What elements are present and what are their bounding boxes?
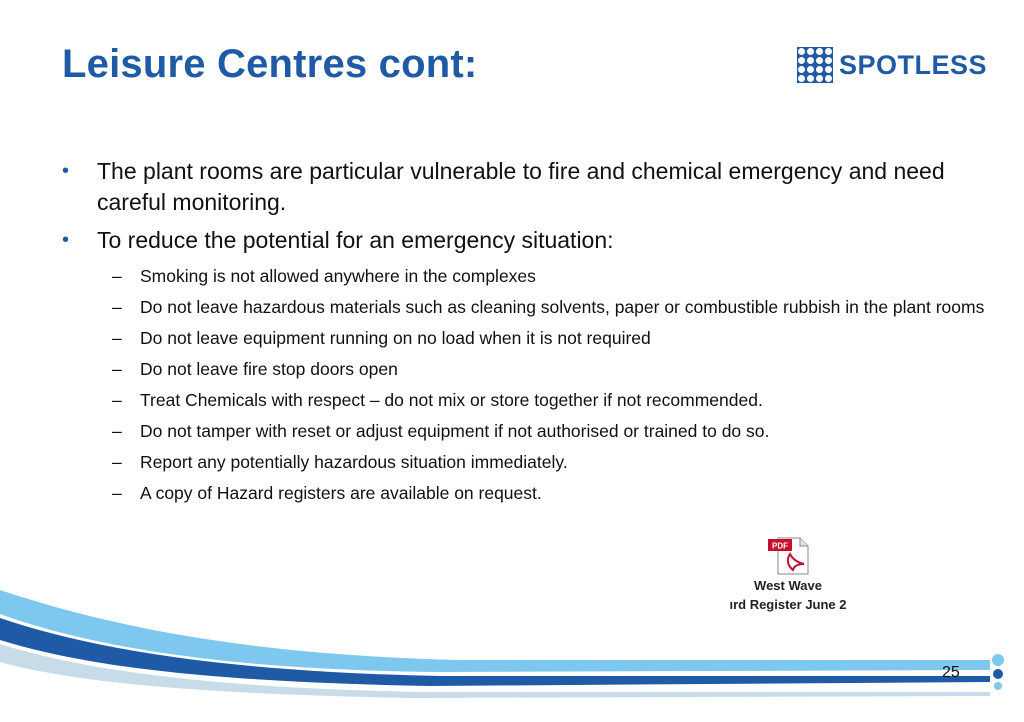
pdf-caption-line1[interactable]: West Wave: [754, 578, 822, 593]
bullet-marker: •: [62, 229, 70, 251]
footer-wave-decoration: [0, 590, 1024, 722]
sub-bullet-marker: –: [112, 452, 122, 472]
sub-bullet-marker: –: [112, 359, 122, 379]
sub-bullet-item: [62, 418, 992, 444]
page-number: 25: [942, 664, 960, 681]
footer-dot-icon: [992, 654, 1004, 666]
sub-bullet-item: [62, 449, 992, 475]
bullet-item: [62, 156, 992, 218]
sub-bullet-item: [62, 356, 992, 382]
bullet-text: The plant rooms are particular vulnerable to fire and chemical emergency and need careful monitoring.: [97, 158, 945, 215]
footer-dot-icon: [994, 682, 1002, 690]
logo-text: SPOTLESS: [839, 49, 988, 80]
bullet-marker: •: [62, 160, 70, 182]
logo-grid-icon: [797, 47, 833, 83]
slide-title: Leisure Centres cont:: [62, 42, 478, 86]
sub-bullet-text: A copy of Hazard registers are available on request.: [140, 483, 542, 503]
sub-bullet-marker: –: [112, 266, 122, 286]
sub-bullet-marker: –: [112, 328, 122, 348]
sub-bullet-marker: –: [112, 297, 122, 317]
slide-body: [62, 156, 992, 511]
spotless-logo: [797, 47, 987, 83]
sub-bullet-marker: –: [112, 421, 122, 441]
pdf-caption-line2[interactable]: ırd Register June 2: [729, 597, 847, 612]
sub-bullet-text: Treat Chemicals with respect – do not mix or store together if not recommended.: [140, 390, 763, 410]
sub-bullet-text: Do not leave hazardous materials such as cleaning solvents, paper or combustible rubbish in the plant rooms: [140, 297, 985, 317]
sub-bullet-text: Report any potentially hazardous situation immediately.: [140, 452, 568, 472]
sub-bullet-item: [62, 294, 992, 320]
pdf-file-icon[interactable]: [766, 536, 810, 576]
sub-bullet-marker: –: [112, 483, 122, 503]
sub-bullet-marker: –: [112, 390, 122, 410]
sub-bullet-text: Do not leave fire stop doors open: [140, 359, 398, 379]
sub-bullet-item: [62, 325, 992, 351]
sub-bullet-item: [62, 263, 992, 289]
sub-bullet-text: Do not tamper with reset or adjust equipment if not authorised or trained to do so.: [140, 421, 770, 441]
pdf-badge: PDF: [772, 541, 788, 551]
sub-bullet-item: [62, 387, 992, 413]
bullet-item: [62, 225, 992, 256]
footer-dot-icon: [993, 669, 1003, 679]
bullet-text: To reduce the potential for an emergency situation:: [97, 227, 614, 253]
sub-bullet-text: Smoking is not allowed anywhere in the complexes: [140, 266, 536, 286]
sub-bullet-item: [62, 480, 992, 506]
sub-bullet-text: Do not leave equipment running on no load when it is not required: [140, 328, 651, 348]
